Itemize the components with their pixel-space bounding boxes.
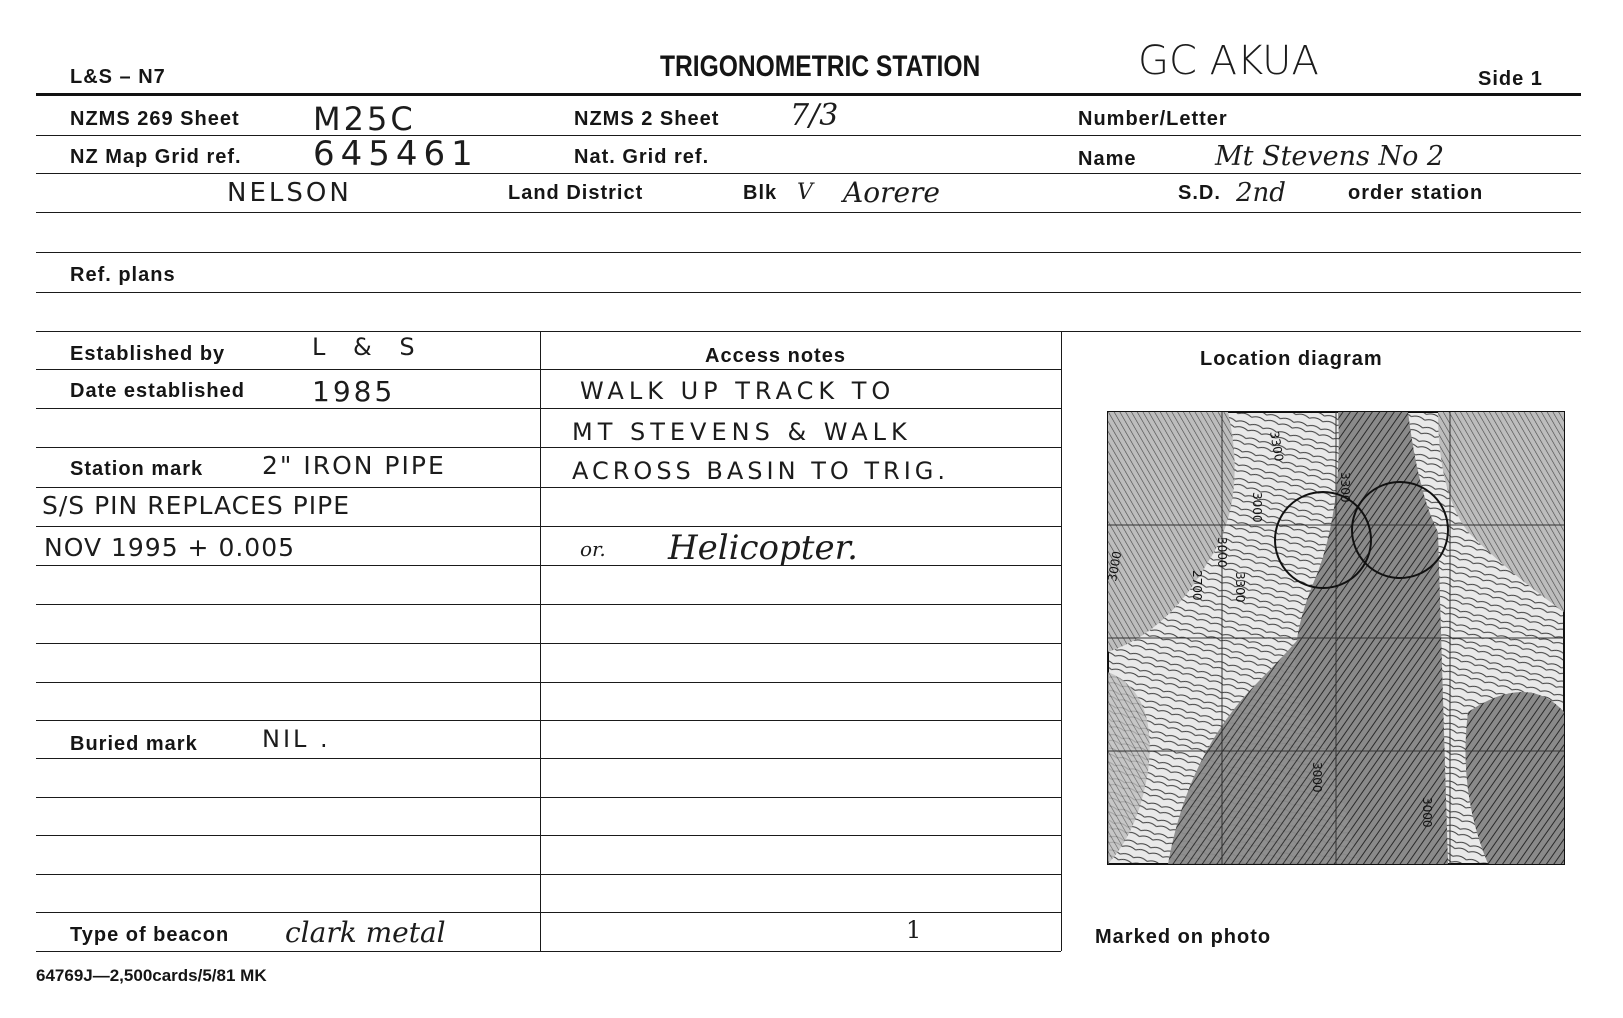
map-contour-label: 3000 xyxy=(1105,550,1125,583)
map-contour-label: 3300 xyxy=(1338,472,1352,503)
bottom-rule xyxy=(36,951,1061,952)
header-rule xyxy=(36,93,1581,96)
location-diagram-heading: Location diagram xyxy=(1200,348,1383,370)
blk-value: Aorere xyxy=(843,176,940,209)
grid-ref-label: NZ Map Grid ref. xyxy=(70,146,242,168)
nzms2-label: NZMS 2 Sheet xyxy=(574,108,720,130)
grid-rule xyxy=(36,835,1061,836)
nzms269-label: NZMS 269 Sheet xyxy=(70,108,240,130)
ref-plans-label: Ref. plans xyxy=(70,264,176,286)
access-note-line: WALK UP TRACK TO xyxy=(580,377,896,405)
buried-mark-label: Buried mark xyxy=(70,733,198,755)
access-note-prefix: or. xyxy=(580,537,606,561)
location-map xyxy=(1105,412,1564,864)
station-code-handwritten: GC AKUA xyxy=(1138,38,1319,84)
grid-rule xyxy=(36,874,1061,875)
column-divider xyxy=(540,331,541,951)
date-established-label: Date established xyxy=(70,380,245,402)
grid-rule xyxy=(36,487,1061,488)
station-mark-note: S/S PIN REPLACES PIPE xyxy=(42,491,350,520)
access-notes-heading: Access notes xyxy=(705,345,846,367)
blk-number: V xyxy=(797,180,813,205)
grid-rule xyxy=(36,758,1061,759)
access-note-line: ACROSS BASIN TO TRIG. xyxy=(572,457,950,485)
map-contour-label: 3000 xyxy=(1215,537,1229,568)
order-station-label: order station xyxy=(1348,182,1484,204)
station-mark-note: NOV 1995 + 0.005 xyxy=(44,533,296,562)
grid-rule xyxy=(36,565,1061,566)
print-code: 64769J—2,500cards/5/81 MK xyxy=(36,966,267,985)
page-title: TRIGONOMETRIC STATION xyxy=(660,50,981,83)
map-contour-label: 3300 xyxy=(1267,430,1287,463)
grid-rule xyxy=(36,797,1061,798)
grid-rule xyxy=(36,369,1061,370)
grid-rule xyxy=(36,720,1061,721)
refplans-rule xyxy=(36,292,1581,293)
grid-rule xyxy=(36,526,1061,527)
row3-rule xyxy=(36,212,1581,213)
number-letter-label: Number/Letter xyxy=(1078,108,1228,130)
section-top-rule xyxy=(36,331,1581,332)
map-contour-label: 3300 xyxy=(1233,572,1247,603)
nzms269-value: M25C xyxy=(313,100,416,138)
sd-label: S.D. xyxy=(1178,182,1221,204)
map-contour-label: 2700 xyxy=(1190,570,1204,601)
access-note-line: MT STEVENS & WALK xyxy=(572,418,912,446)
land-district-label: Land District xyxy=(508,182,644,204)
sd-value: 2nd xyxy=(1236,178,1286,208)
marked-on-photo-label: Marked on photo xyxy=(1095,926,1272,948)
side-label: Side 1 xyxy=(1478,68,1543,90)
grid-rule xyxy=(36,643,1061,644)
name-value: Mt Stevens No 2 xyxy=(1215,141,1445,172)
access-bottom-mark: 1 xyxy=(906,916,922,944)
nzms2-value: 7/3 xyxy=(790,98,839,133)
grid-rule xyxy=(36,408,1061,409)
map-contour-label: 3000 xyxy=(1310,762,1324,793)
station-mark-value: 2" IRON PIPE xyxy=(262,451,446,480)
access-note-helicopter: Helicopter. xyxy=(668,528,858,568)
row1-rule xyxy=(36,135,1581,136)
column-divider xyxy=(1061,331,1062,951)
map-contour-label: 3000 xyxy=(1420,797,1434,828)
station-mark-label: Station mark xyxy=(70,458,204,480)
form-code: L&S – N7 xyxy=(70,66,166,88)
map-contour-label: 3000 xyxy=(1250,492,1264,523)
grid-ref-value: 645461 xyxy=(313,134,479,174)
grid-rule xyxy=(36,912,1061,913)
land-district-value: NELSON xyxy=(227,178,352,208)
grid-rule xyxy=(36,604,1061,605)
buried-mark-value: NIL . xyxy=(262,725,331,753)
beacon-type-value: clark metal xyxy=(285,916,446,949)
established-by-value: L & S xyxy=(312,333,425,361)
grid-rule xyxy=(36,682,1061,683)
established-by-label: Established by xyxy=(70,343,226,365)
date-established-value: 1985 xyxy=(312,375,396,408)
name-label: Name xyxy=(1078,148,1137,170)
nat-grid-label: Nat. Grid ref. xyxy=(574,146,710,168)
row2-rule xyxy=(36,173,1581,174)
blk-label: Blk xyxy=(743,182,778,204)
beacon-type-label: Type of beacon xyxy=(70,924,230,946)
blank-rule xyxy=(36,252,1581,253)
grid-rule xyxy=(36,447,1061,448)
